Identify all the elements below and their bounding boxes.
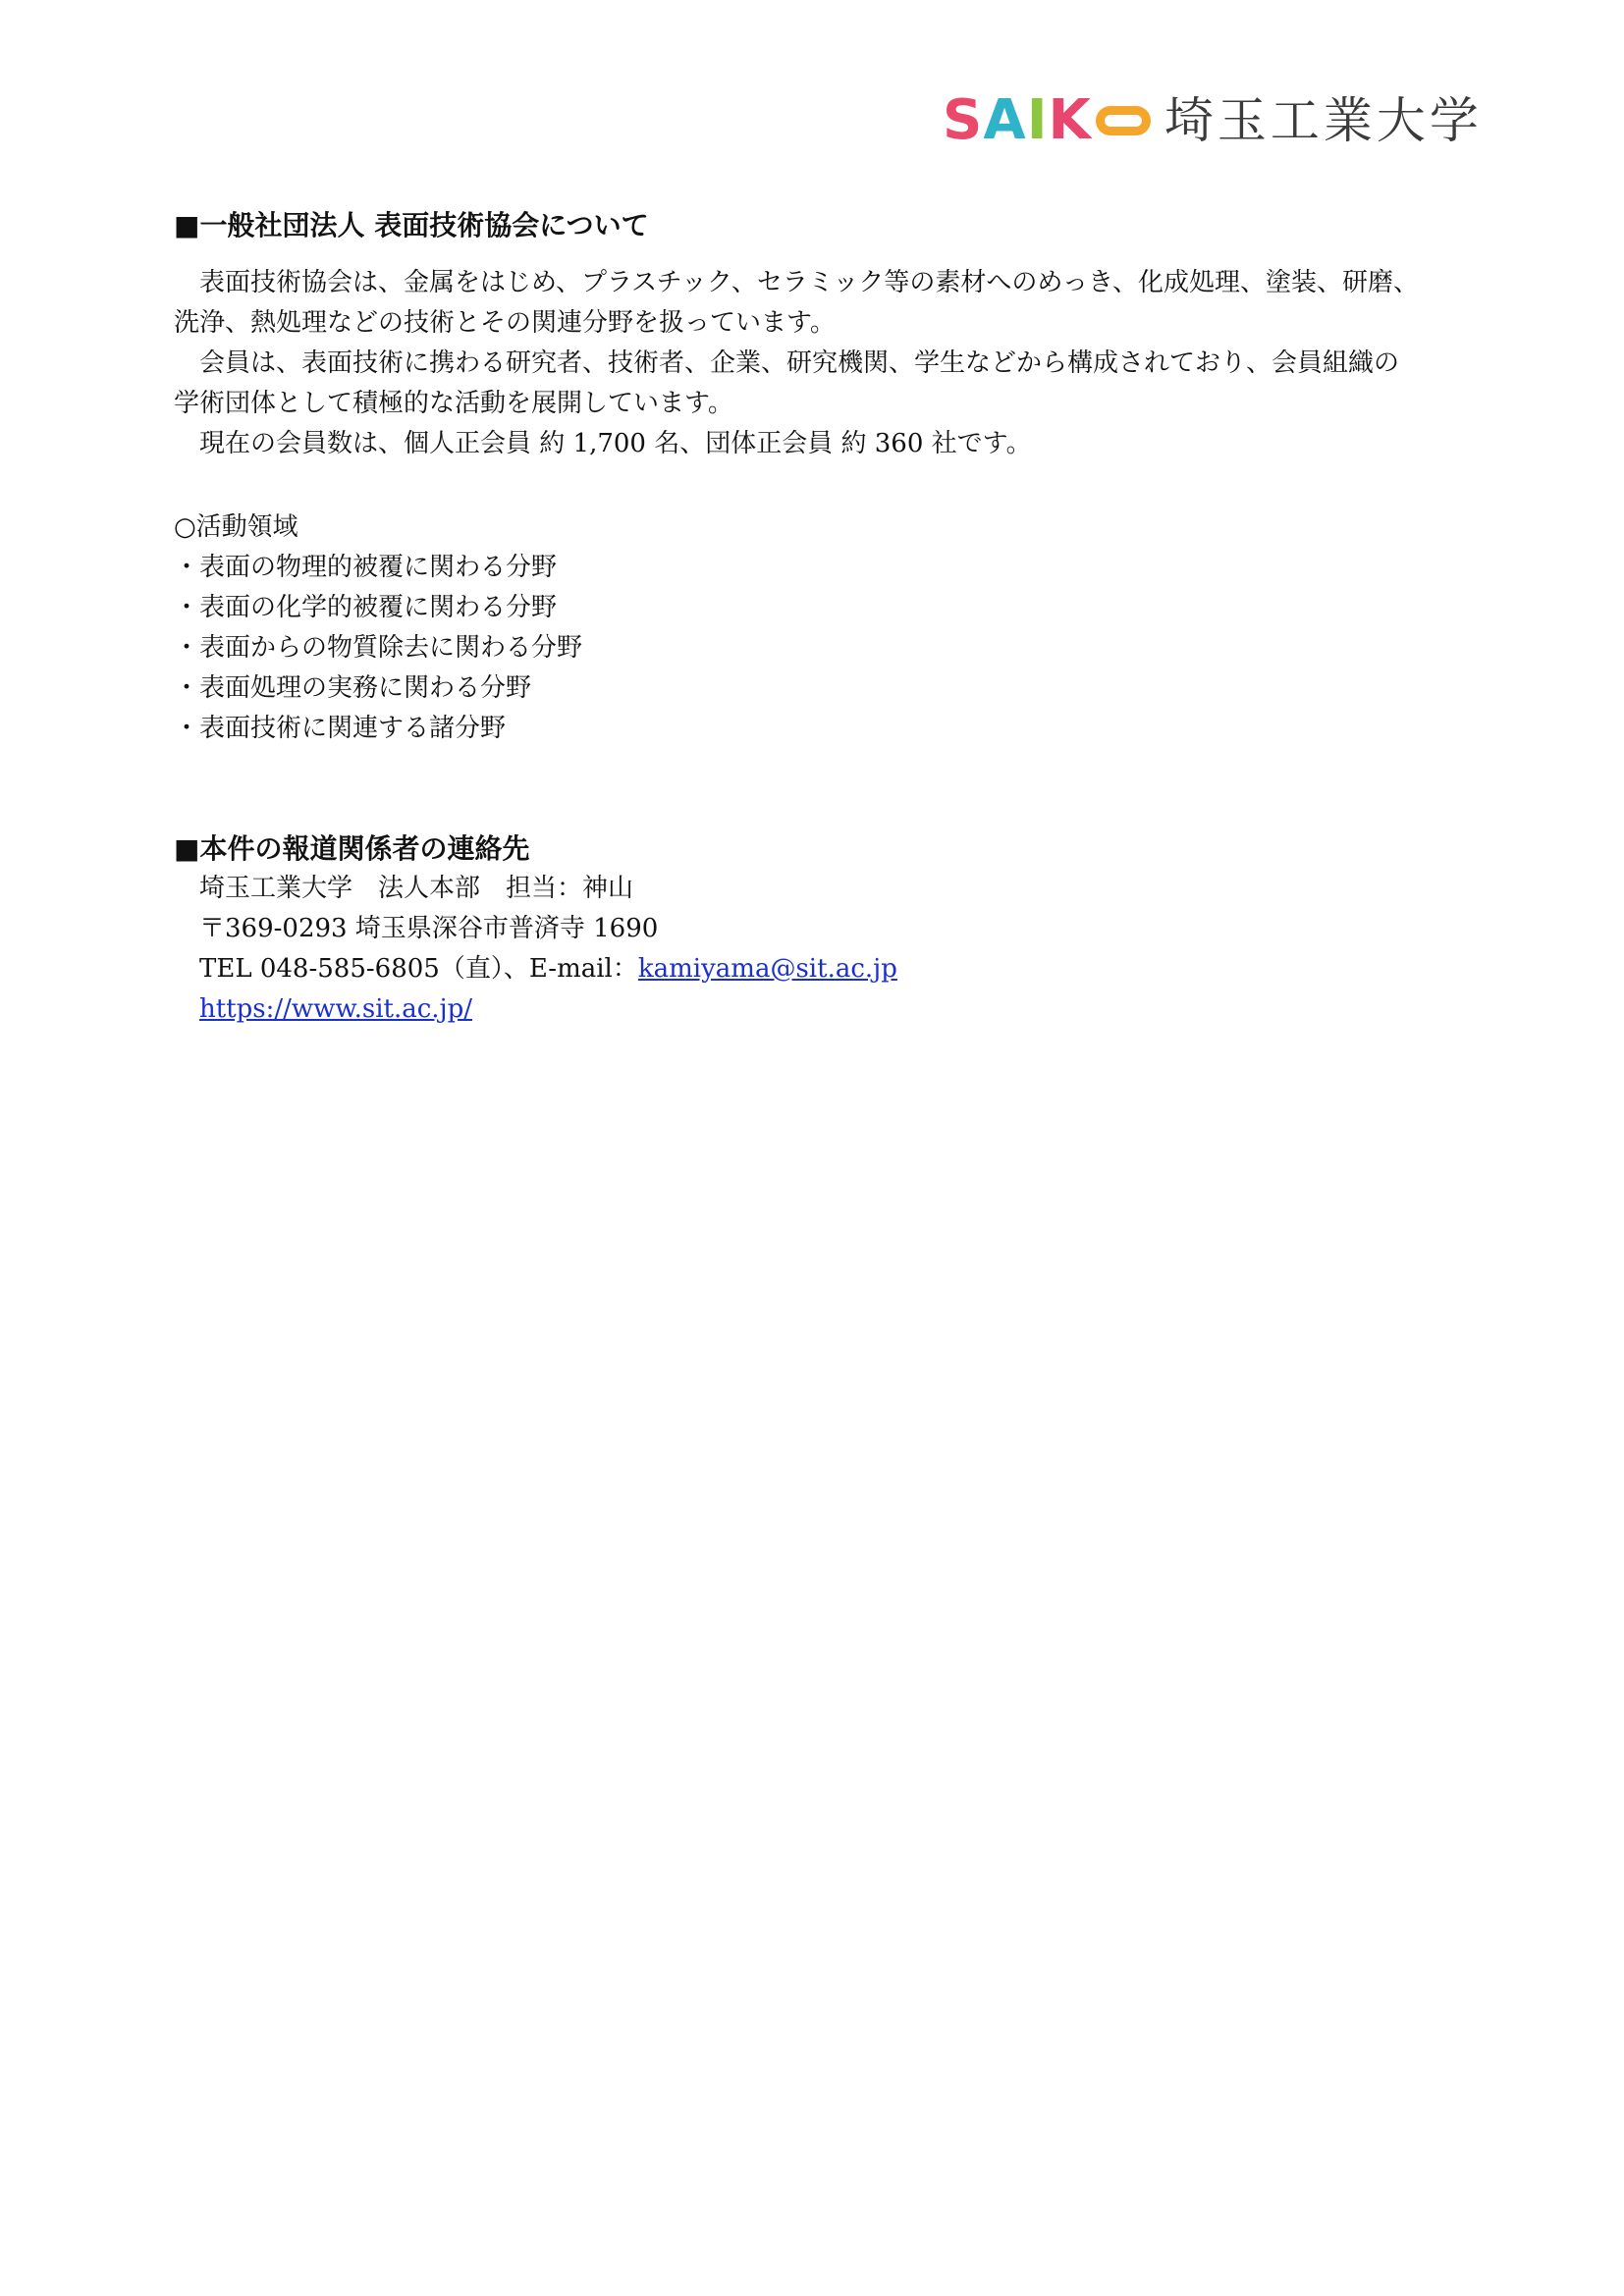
contact-phone-email (174, 949, 1470, 989)
about-paragraph-line: 現在の会員数は、個人正会員 約 1,700 名、団体正会員 約 360 社です。 (199, 429, 1032, 458)
contact-section (174, 829, 1470, 1030)
list-item: ・表面の物理的被覆に関わる分野 (174, 553, 558, 582)
about-heading: ■一般社団法人 表面技術協会について (174, 209, 649, 241)
university-name: 埼玉工業大学 (1164, 92, 1483, 149)
about-paragraph-line: 表面技術協会は、金属をはじめ、プラスチック、セラミック等の素材へのめっき、化成処理、塗装、研磨、 (199, 268, 1420, 297)
logo-letter-k: K (1048, 88, 1092, 152)
contact-organization: 埼玉工業大学 法人本部 担当：神山 (199, 874, 634, 903)
activities-title: ○活動領域 (174, 512, 298, 542)
saiko-logo-mark (943, 90, 1151, 151)
website-link[interactable]: https://www.sit.ac.jp/ (199, 994, 473, 1024)
logo-letter-s: S (943, 88, 984, 152)
logo-ring-icon (1096, 106, 1151, 135)
logo-letter-a: A (983, 88, 1027, 152)
about-section (174, 206, 1470, 464)
contact-heading: ■本件の報道関係者の連絡先 (174, 832, 530, 865)
list-item: ・表面の化学的被覆に関わる分野 (174, 593, 558, 622)
list-item: ・表面技術に関連する諸分野 (174, 714, 507, 743)
list-item: ・表面からの物質除去に関わる分野 (174, 633, 583, 663)
email-link[interactable]: kamiyama@sit.ac.jp (637, 954, 897, 984)
list-item: ・表面処理の実務に関わる分野 (174, 673, 532, 703)
activities-list (174, 548, 1470, 749)
about-paragraph-line: 洗浄、熱処理などの技術とその関連分野を扱っています。 (174, 308, 836, 338)
university-logo (943, 90, 1483, 151)
about-paragraph-line: 会員は、表面技術に携わる研究者、技術者、企業、研究機関、学生などから構成されており、会員組織の (199, 348, 1400, 378)
contact-website (174, 989, 1470, 1030)
about-paragraph-line: 学術団体として積極的な活動を展開しています。 (174, 389, 733, 418)
contact-address: 〒369-0293 埼玉県深谷市普済寺 1690 (199, 914, 659, 943)
contact-phone: TEL 048-585-6805（直）、E-mail： (199, 954, 638, 984)
logo-letter-i: I (1026, 88, 1049, 152)
activities-section (174, 507, 1470, 749)
